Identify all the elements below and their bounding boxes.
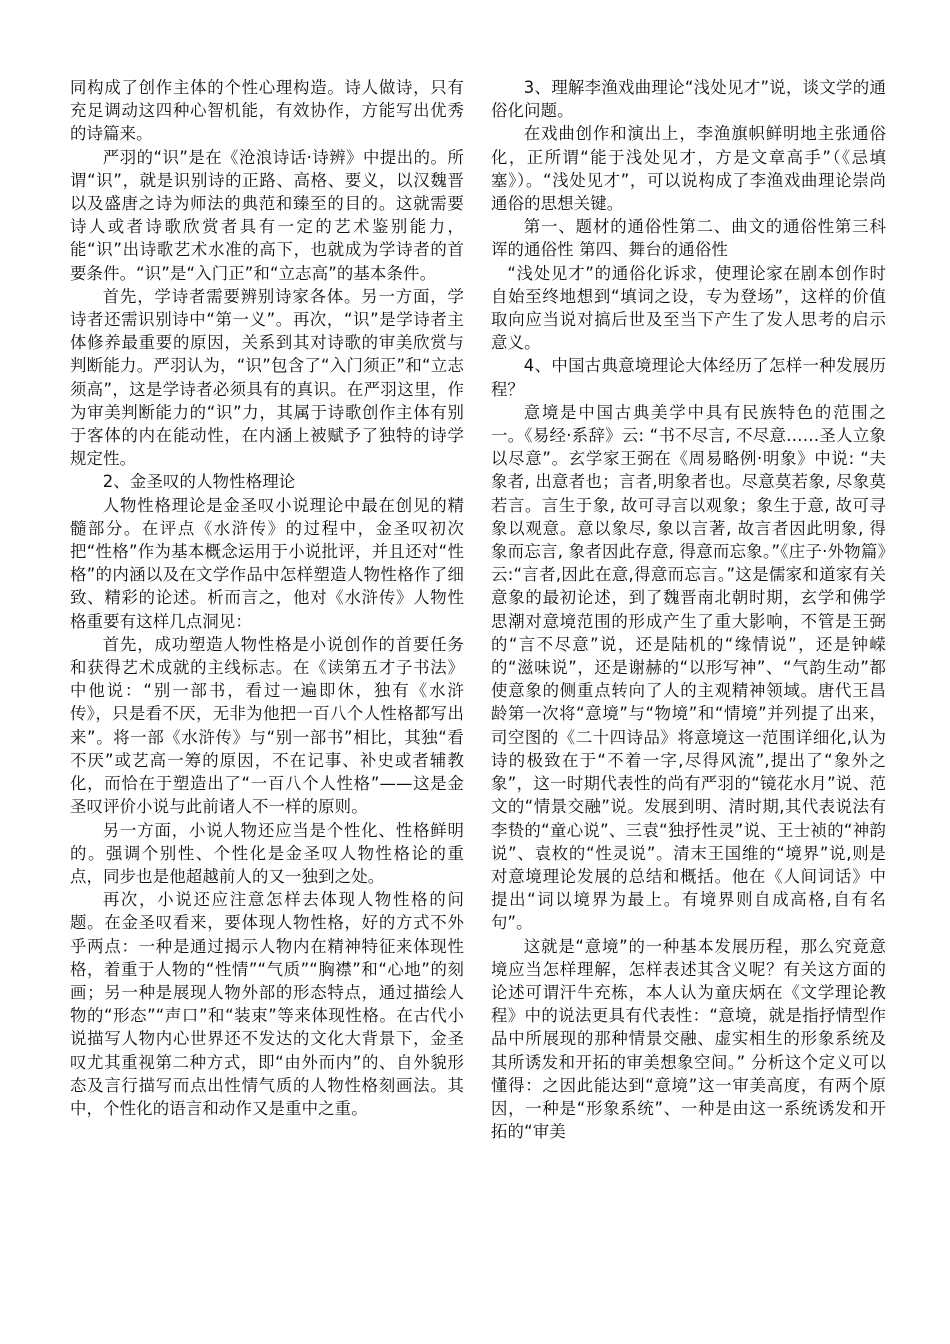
paragraph: 这就是“意境”的一种基本发展历程，那么究竟意境应当怎样理解，怎样表述其含义呢？有关这方面的论述可谓汗牛充栋，本人认为童庆炳在《文学理论教程》中的说法更具有代表性：“意境，就是指抒情型作品中所展现的那种情景交融、虚实相生的形象系统及其所诱发和开拓的审美想象空间。” 分析这个定义可以懂得：之因此能达到“意境”这一审美高度，有两个原因，一种是“形象系统”、一种是由这一系统诱发和开拓的“审美: [491, 936, 886, 1142]
paragraph: 人物性格理论是金圣叹小说理论中最在创见的精髓部分。在评点《水浒传》的过程中，金圣叹初次把“性格”作为基本概念运用于小说批评，并且还对“性格”的内涵以及在文学作品中怎样塑造人物性格作了细致、精彩的论述。析而言之，他对《水浒传》人物性格重要有这样几点洞见：: [70, 495, 464, 631]
section-heading: 2、金圣叹的人物性格理论: [102, 472, 296, 492]
paragraph: 同构成了创作主体的个性心理构造。诗人做诗，只有充足调动这四种心智机能，有效协作，方能写出优秀的诗篇来。: [70, 78, 464, 144]
paragraph: “浅处见才”的通俗化诉求，使理论家在剧本创作时自始至终地想到“填词之设，专为登场”，这样的价值取向应当说对搞后世及至当下产生了发人思考的启示意义。: [491, 263, 886, 353]
paragraph: 意境是中国古典美学中具有民族特色的范围之一。《易经·系辞》云: “书不尽言, 不尽意……圣人立象以尽意”。玄学家王弼在《周易略例·明象》中说: “夫象者, 出意者也；言者,明象者也。尽意莫若象, 尽象莫若言。言生于象, 故可寻言以观象；象生于意, 故可寻象以观意。意以象尽, 象以言著, 故言者因此明象, 得象而忘言, 象者因此存意, 得意而忘象。”《庄子·外物篇》云:“言者,因此在意,得意而忘言。”这是儒家和道家有关意象的最初论述，到了魏晋南北朝时期，玄学和佛学思潮对意境范围的形成产生了重大影响，不管是王弼的“言不尽意”说，还是陆机的“缘情说”，还是钟嵘的“滋味说”，还是谢赫的“以形写神”、“气韵生动”都使意象的侧重点转向了人的主观精神领域。唐代王昌龄第一次将“意境”与“物境”和“情境”并列提了出来，司空图的《二十四诗品》将意境这一范围详细化,认为诗的极致在于“不着一字,尽得风流”,提出了“象外之象”，这一时期代表性的尚有严羽的“镜花水月”说、范文的“情景交融”说。发展到明、清时期,其代表说法有李贽的“童心说”、三袁“独抒性灵”说、王士祯的“神韵说”、袁枚的“性灵说”。清末王国维的“境界”说,则是对意境理论发展的总结和概括。他在《人间词话》中提出“词以境界为最上。有境界则自成高格,自有名句”。: [491, 402, 886, 933]
paragraph: 严羽的“识”是在《沧浪诗话·诗辨》中提出的。所谓“识”，就是识别诗的正路、高格、要义，以汉魏晋以及盛唐之诗为师法的典范和臻至的目的。这就需要诗人或者诗歌欣赏者具有一定的艺术鉴别能力，能“识”出诗歌艺术水准的高下，也就成为学诗者的首要条件。“识”是“入门正”和“立志高”的基本条件。: [70, 147, 464, 283]
paragraph: 再次，小说还应注意怎样去体现人物性格的问题。在金圣叹看来，要体现人物性格，好的方式不外乎两点：一种是通过揭示人物内在精神特征来体现性格，着重于人物的“性情”“气质”“胸襟”和“心地”的刻画；另一种是展现人物外部的形态特点，通过描绘人物的“形态”“声口”和“装束”等来体现性格。在古代小说描写人物内心世界还不发达的文化大背景下，金圣叹尤其重视第二种方式，即“由外而内”的、自外貌形态及言行描写而点出性情气质的人物性格刻画法。其中，个性化的语言和动作又是重中之重。: [70, 890, 464, 1118]
section-heading: 4、中国古典意境理论大体经历了怎样一种发展历程？: [491, 356, 886, 399]
paragraph: 第一、题材的通俗性第二、曲文的通俗性第三科诨的通俗性 第四、舞台的通俗性: [491, 217, 886, 260]
section-heading: 3、理解李渔戏曲理论“浅处见才”说，谈文学的通俗化问题。: [491, 78, 886, 121]
paragraph: 首先，学诗者需要辨别诗家各体。另一方面，学诗者还需识别诗中“第一义”。再次，“识”是学诗者主体修养最重要的原因，关系到其对诗歌的审美欣赏与判断能力。严羽认为，“识”包含了“入门须正”和“立志须高”，这是学诗者必须具有的真识。在严羽这里，作为审美判断能力的“识”力，其属于诗歌创作主体有别于客体的内在能动性，在内涵上被赋予了独特的诗学规定性。: [70, 286, 464, 469]
left-text-column: [70, 76, 464, 1120]
right-text-column: [491, 76, 886, 1143]
paragraph: 首先，成功塑造人物性格是小说创作的首要任务和获得艺术成就的主线标志。在《读第五才子书法》中他说：“别一部书，看过一遍即休，独有《水浒传》，只是看不厌，无非为他把一百八个人性格都写出来”。将一部《水浒传》与“别一部书”相比，其独“看不厌”或艺高一筹的原因，不在记事、补史或者辅教化，而恰在于塑造出了“一百八个人性格”——这是金圣叹评价小说与此前诸人不一样的原则。: [70, 634, 464, 817]
paragraph: 另一方面，小说人物还应当是个性化、性格鲜明的。强调个别性、个性化是金圣叹人物性格论的重点，同步也是他超越前人的又一独到之处。: [70, 820, 464, 886]
paragraph: 在戏曲创作和演出上，李渔旗帜鲜明地主张通俗化，正所谓“能于浅处见才，方是文章高手”（《忌填塞》）。“浅处见才”，可以说构成了李渔戏曲理论崇尚通俗的思想关键。: [491, 124, 886, 214]
